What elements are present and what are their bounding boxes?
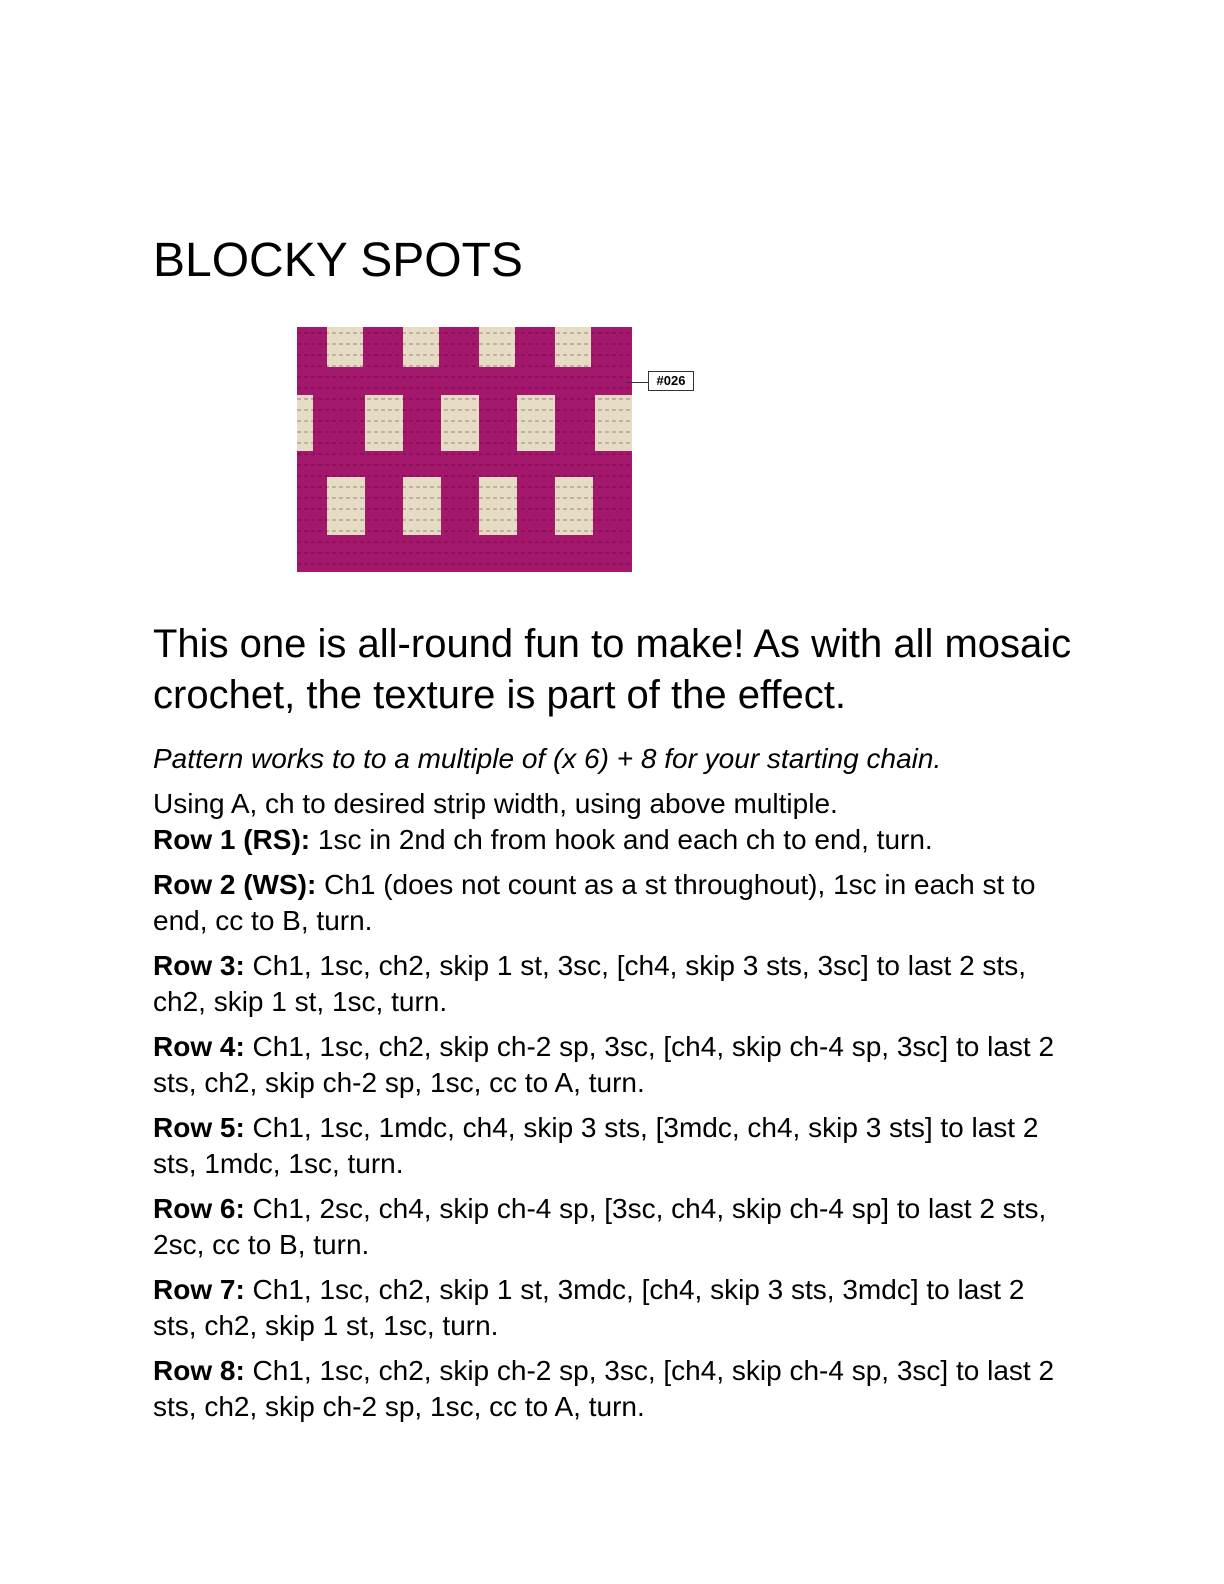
row-instruction: [153, 1191, 1063, 1263]
row-instruction: [153, 1272, 1063, 1344]
swatch-spot: [479, 477, 517, 535]
row-label: Row 6:: [153, 1193, 245, 1224]
row-text: Ch1, 1sc, ch2, skip 1 st, 3mdc, [ch4, skip 3 sts, 3mdc] to last 2 sts, ch2, skip 1 st, 1sc, turn.: [153, 1274, 1025, 1341]
row-text: Ch1, 1sc, ch2, skip 1 st, 3sc, [ch4, skip 3 sts, 3sc] to last 2 sts, ch2, skip 1 st, 1sc, turn.: [153, 950, 1026, 1017]
row-instruction: [153, 1110, 1063, 1182]
row-text: Ch1, 1sc, ch2, skip ch-2 sp, 3sc, [ch4, skip ch-4 sp, 3sc] to last 2 sts, ch2, skip ch-2 sp, 1sc, cc to A, turn.: [153, 1031, 1055, 1098]
row-text: 1sc in 2nd ch from hook and each ch to end, turn.: [310, 824, 933, 855]
swatch-spot: [555, 477, 593, 535]
row-label: Row 8:: [153, 1355, 245, 1386]
page-title: BLOCKY SPOTS: [153, 234, 523, 287]
row-instruction: [153, 867, 1063, 939]
row-instruction: [153, 1029, 1063, 1101]
row-text: Ch1 (does not count as a st throughout), 1sc in each st to end, cc to B, turn.: [153, 869, 1036, 936]
row-label: Row 5:: [153, 1112, 245, 1143]
intro-text: This one is all-round fun to make! As with all mosaic crochet, the texture is part of the effect.: [153, 622, 1072, 717]
row-text: Ch1, 1sc, 1mdc, ch4, skip 3 sts, [3mdc, ch4, skip 3 sts] to last 2 sts, 1mdc, 1sc, turn.: [153, 1112, 1039, 1179]
row-label: Row 4:: [153, 1031, 245, 1062]
row-label: Row 2 (WS):: [153, 869, 317, 900]
multiple-note: Pattern works to to a multiple of (x 6) + 8 for your starting chain.: [153, 743, 942, 774]
row-instruction: [153, 822, 1063, 858]
row-text: Ch1, 2sc, ch4, skip ch-4 sp, [3sc, ch4, skip ch-4 sp] to last 2 sts, 2sc, cc to B, turn.: [153, 1193, 1047, 1260]
row-instruction: [153, 1353, 1063, 1425]
swatch-photo: [297, 327, 632, 572]
swatch-spot: [403, 477, 441, 535]
row-label: Row 7:: [153, 1274, 245, 1305]
crochet-swatch-image: [297, 327, 632, 572]
row-label: Row 1 (RS):: [153, 824, 311, 855]
swatch-number-tag: #026: [648, 371, 694, 391]
swatch-spot: [327, 477, 365, 535]
pattern-instructions: [153, 786, 1063, 1425]
row-instruction: [153, 948, 1063, 1020]
row-label: Row 3:: [153, 950, 245, 981]
row-text: Ch1, 1sc, ch2, skip ch-2 sp, 3sc, [ch4, skip ch-4 sp, 3sc] to last 2 sts, ch2, skip ch-2 sp, 1sc, cc to A, turn.: [153, 1355, 1055, 1422]
setup-text: Using A, ch to desired strip width, using above multiple.: [153, 788, 838, 819]
tag-leader-line: [626, 382, 648, 383]
